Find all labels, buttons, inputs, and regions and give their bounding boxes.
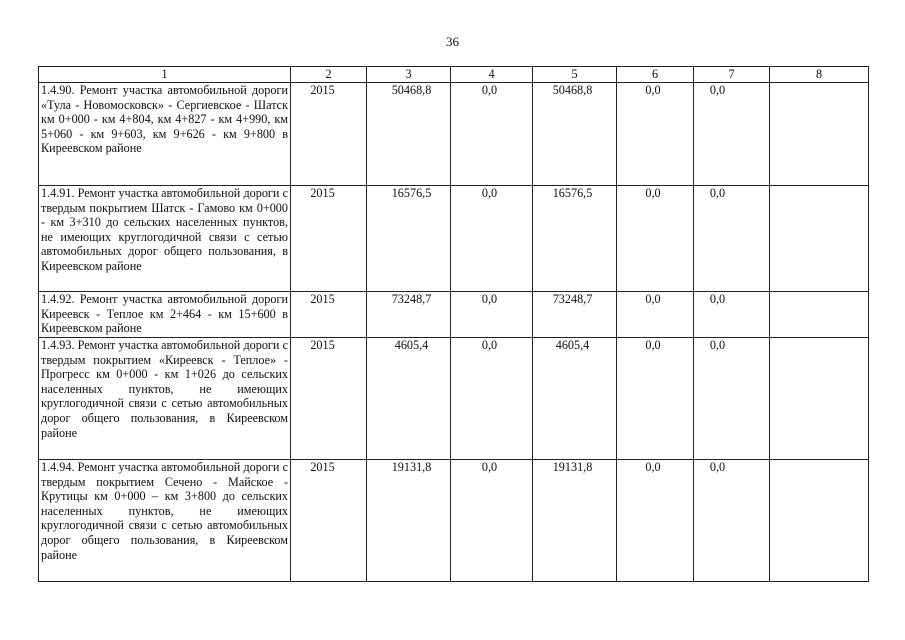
column-header-7: 7 <box>694 67 770 83</box>
table-row <box>39 186 869 292</box>
row-description: 1.4.94. Ремонт участка автомобильной дороги с твердым покрытием Сечено - Майское - Крутицы км 0+000 – км 3+800 до сельских населенных пунктов, не имеющих круглогодичной связи с сетью автомобильных дорог общего пользования, в Киреевском районе <box>39 460 291 582</box>
row-value-8 <box>770 338 869 460</box>
row-description: 1.4.91. Ремонт участка автомобильной дороги с твердым покрытием Шатск - Гамово км 0+000 - км 3+310 до сельских населенных пунктов, не имеющих круглогодичной связи с сетью автомобильных дорог общего пользования, в Киреевском районе <box>39 186 291 292</box>
row-value-4: 0,0 <box>451 83 533 186</box>
row-value-5: 19131,8 <box>533 460 617 582</box>
road-repair-table <box>38 66 869 582</box>
row-value-7: 0,0 <box>694 460 770 582</box>
row-value-4: 0,0 <box>451 186 533 292</box>
column-header-1: 1 <box>39 67 291 83</box>
table-row <box>39 338 869 460</box>
row-value-5: 16576,5 <box>533 186 617 292</box>
row-description: 1.4.93. Ремонт участка автомобильной дороги с твердым покрытием «Киреевск - Теплое» - Прогресс км 0+000 - км 1+026 до сельских населенных пунктов, не имеющих круглогодичной связи с сетью автомобильных дорог общего пользования, в Киреевском районе <box>39 338 291 460</box>
row-value-7: 0,0 <box>694 83 770 186</box>
row-value-7: 0,0 <box>694 186 770 292</box>
row-value-6: 0,0 <box>617 338 694 460</box>
row-value-total: 50468,8 <box>367 83 451 186</box>
row-value-8 <box>770 186 869 292</box>
row-value-4: 0,0 <box>451 292 533 338</box>
row-year: 2015 <box>291 292 367 338</box>
row-value-5: 4605,4 <box>533 338 617 460</box>
row-value-6: 0,0 <box>617 186 694 292</box>
column-header-6: 6 <box>617 67 694 83</box>
table-row <box>39 460 869 582</box>
row-value-6: 0,0 <box>617 460 694 582</box>
row-year: 2015 <box>291 460 367 582</box>
row-value-8 <box>770 292 869 338</box>
page-number: 36 <box>446 34 459 49</box>
row-year: 2015 <box>291 186 367 292</box>
row-description: 1.4.92. Ремонт участка автомобильной дороги Киреевск - Теплое км 2+464 - км 15+600 в Киреевском районе <box>39 292 291 338</box>
row-value-5: 73248,7 <box>533 292 617 338</box>
row-value-5: 50468,8 <box>533 83 617 186</box>
column-header-5: 5 <box>533 67 617 83</box>
row-value-8 <box>770 83 869 186</box>
table-row <box>39 292 869 338</box>
row-value-total: 16576,5 <box>367 186 451 292</box>
row-value-total: 4605,4 <box>367 338 451 460</box>
row-value-8 <box>770 460 869 582</box>
row-year: 2015 <box>291 83 367 186</box>
column-header-4: 4 <box>451 67 533 83</box>
row-value-7: 0,0 <box>694 338 770 460</box>
row-value-total: 19131,8 <box>367 460 451 582</box>
row-year: 2015 <box>291 338 367 460</box>
row-value-4: 0,0 <box>451 338 533 460</box>
row-value-4: 0,0 <box>451 460 533 582</box>
column-header-8: 8 <box>770 67 869 83</box>
column-header-3: 3 <box>367 67 451 83</box>
row-value-6: 0,0 <box>617 83 694 186</box>
row-value-total: 73248,7 <box>367 292 451 338</box>
row-value-6: 0,0 <box>617 292 694 338</box>
row-description: 1.4.90. Ремонт участка автомобильной дороги «Тула - Новомосковск» - Сергиевское - Шатск км 0+000 - км 4+804, км 4+827 - км 4+990, км 5+060 - км 9+603, км 9+626 - км 9+800 в Киреевском районе <box>39 83 291 186</box>
column-header-2: 2 <box>291 67 367 83</box>
header-row <box>39 67 869 83</box>
row-value-7: 0,0 <box>694 292 770 338</box>
table-row <box>39 83 869 186</box>
